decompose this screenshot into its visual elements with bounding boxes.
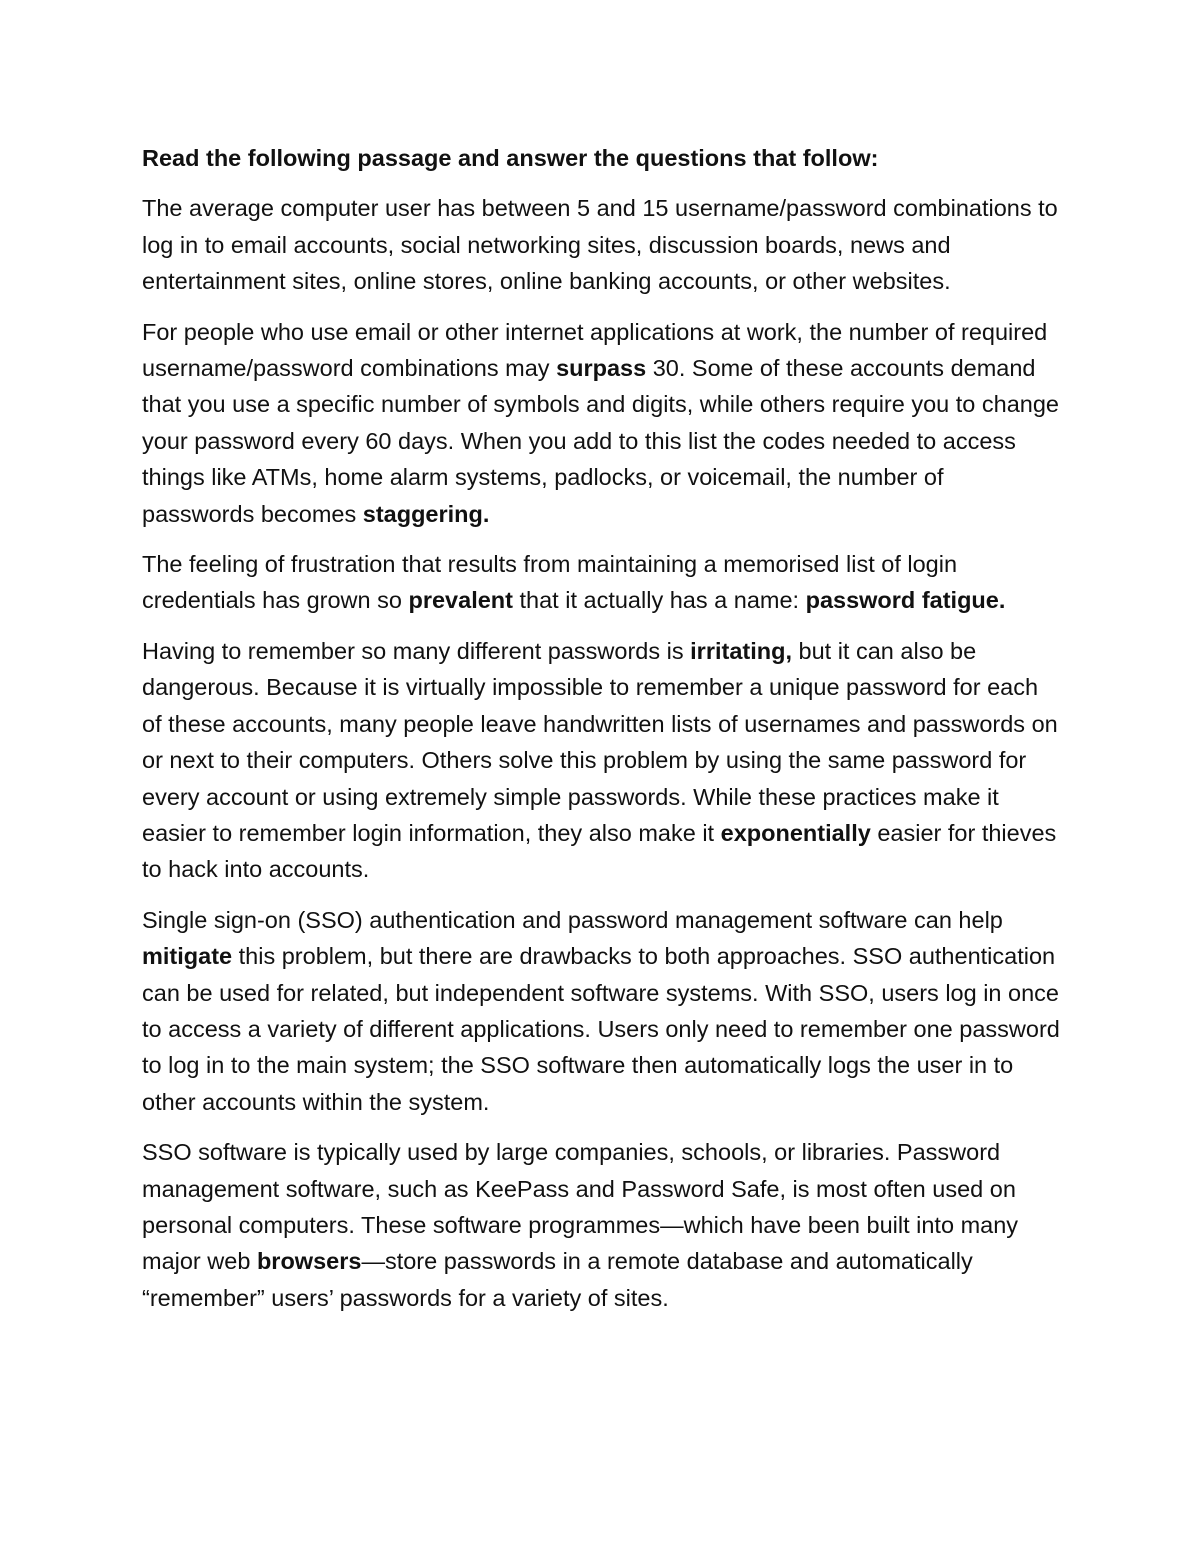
- text-run: this problem, but there are drawbacks to both approaches. SSO authentication can be used for related, but independent software systems. With SSO, users log in once to access a variety of different applications. Users only need to remember one password to log in to the main system; the SSO software then automatically logs the user in to other accounts within the system.: [142, 943, 1060, 1115]
- text-run: The average computer user has between 5 and 15 username/password combinations to log in to email accounts, social networking sites, discussion boards, news and entertainment sites, online stores, online banking accounts, or other websites.: [142, 195, 1058, 295]
- vocab-word-mitigate: mitigate: [142, 943, 233, 970]
- text-run: 30. Some of these accounts demand that you use a specific number of symbols and digits, while others require you to change your password every 60 days. When you add to this list the codes needed to access things like ATMs, home alarm systems, padlocks, or voicemail, the number of passwords becomes: [142, 355, 1060, 527]
- text-run: that it actually has a name:: [512, 587, 806, 614]
- text-run: Single sign-on (SSO) authentication and password management software can help: [142, 906, 1003, 933]
- text-run: easier for thieves to hack into accounts.: [142, 819, 1057, 883]
- paragraph-4: [142, 633, 1062, 888]
- text-run: For people who use email or other internet applications at work, the number of required username/password combinations may: [142, 318, 1048, 382]
- text-run: but it can also be dangerous. Because it is virtually impossible to remember a unique password for each of these accounts, many people leave handwritten lists of usernames and passwords on or next to their computers. Others solve this problem by using the same password for every account or using extremely simple passwords. While these practices make it easier to remember login information, they also make it: [142, 637, 1058, 846]
- paragraph-3: [142, 546, 1062, 619]
- vocab-word-password-fatigue: password fatigue.: [805, 587, 1006, 614]
- vocab-word-surpass: surpass: [556, 355, 647, 382]
- vocab-word-irritating: irritating,: [690, 637, 792, 664]
- vocab-word-prevalent: prevalent: [408, 587, 513, 614]
- document-page: [142, 140, 1062, 1330]
- paragraph-1: [142, 190, 1062, 299]
- text-run: The feeling of frustration that results from maintaining a memorised list of login credentials has grown so: [142, 551, 958, 614]
- text-run: SSO software is typically used by large companies, schools, or libraries. Password management software, such as KeePass and Password Safe, is most often used on personal computers. These software programmes—which have been built into many major web: [142, 1139, 1019, 1275]
- paragraph-2: [142, 314, 1062, 532]
- text-run: —store passwords in a remote database and automatically “remember” users’ passwords for a variety of sites.: [142, 1248, 973, 1311]
- paragraph-5: [142, 902, 1062, 1120]
- vocab-word-exponentially: exponentially: [720, 819, 871, 846]
- vocab-word-browsers: browsers: [256, 1248, 362, 1275]
- passage-heading: Read the following passage and answer the questions that follow:: [142, 145, 879, 171]
- paragraph-6: [142, 1134, 1062, 1316]
- vocab-word-staggering: staggering.: [362, 500, 490, 527]
- text-run: Having to remember so many different passwords is: [142, 637, 691, 664]
